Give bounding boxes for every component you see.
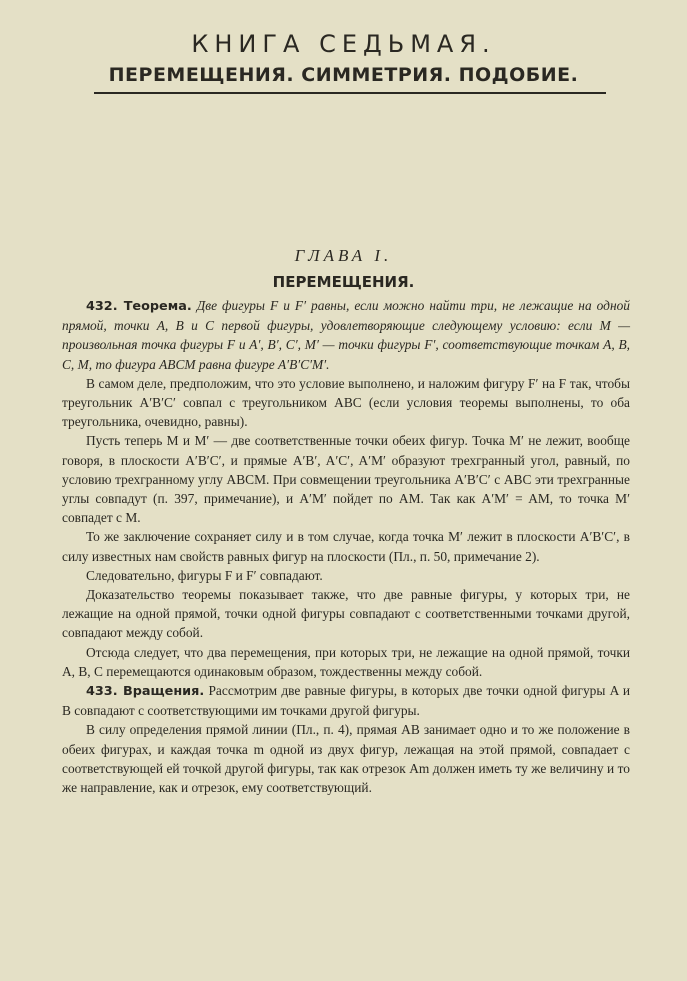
paragraph: В силу определения прямой линии (Пл., п. 4), прямая AB занимает одно и то же положение в обеих фигурах, и каждая точка m одной из двух фигур, лежащая на этой прямой, совпадает с соответствующей ей точкой другой фигуры, так как отрезок Am должен иметь ту же величину и то же направление, как и отрезок, ему соответствующий.: [62, 722, 630, 796]
paragraph-rotations-433: [62, 681, 630, 720]
chapter-label: ГЛАВА I.: [294, 246, 393, 265]
section-heading-433: 433. Вращения.: [86, 684, 205, 700]
book-title: КНИГА СЕДЬМАЯ.: [191, 30, 496, 58]
paragraph: В самом деле, предположим, что это условие выполнено, и наложим фигуру F′ на F так, чтобы треугольник A′B′C′ совпал с треугольником ABC (если условия теоремы выполнены, то оба треугольника, очевидно, равны).: [62, 375, 630, 430]
part-title: ПЕРЕМЕЩЕНИЯ. СИММЕТРИЯ. ПОДОБИЕ.: [108, 64, 579, 86]
paragraph: Следовательно, фигуры F и F′ совпадают.: [86, 567, 323, 583]
paragraph-theorem-432: [62, 296, 630, 374]
chapter-title: ПЕРЕМЕЩЕНИЯ.: [272, 273, 415, 291]
theorem-statement: Две фигуры F и F′ равны, если можно найти три, не лежащие на одной прямой, точки A, B и C первой фигуры, удовлетворяющие следующему условию: если M — произвольная точка фигуры F и A′, B′, C′, M′ — точки фигуры F′, соответствующие точкам A, B, C, M, то фигура ABCM равна фигуре A′B′C′M′.: [62, 298, 630, 372]
paragraph: Доказательство теоремы показывает также, что две равные фигуры, у которых три, не лежащие на одной прямой, точки одной фигуры совпадают с соответственными точками другой, совпадают между собой.: [62, 587, 630, 641]
body-text: [62, 296, 630, 797]
section-heading-432: 432. Теорема.: [86, 299, 192, 314]
paragraph: То же заключение сохраняет силу и в том случае, когда точка M′ лежит в плоскости A′B′C′, в силу известных нам свойств равных фигур на плоскости (Пл., п. 50, примечание 2).: [62, 529, 630, 564]
paragraph: Отсюда следует, что два перемещения, при которых три, не лежащие на одной прямой, точки A, B, C перемещаются одинаковым образом, тождественны между собой.: [62, 644, 630, 679]
paragraph: Пусть теперь M и M′ — две соответственные точки обеих фигур. Точка M′ не лежит, вообще говоря, в плоскости A′B′C′, и прямые A′B′, A′C′, A′M′ образуют трехгранный угол, равный, по условию трехгранному углу ABCM. При совмещении треугольника A′B′C′ с ABC эти трехгранные углы совпадут (п. 397, примечание), и A′M′ пойдет по AM. Так как A′M′ = AM, то точка M′ совпадет с M.: [62, 433, 630, 526]
paragraph-text: Рассмотрим две равные фигуры, в которых две точки одной фигуры A и B совпадают с соответствующими им точками другой фигуры.: [62, 683, 630, 719]
title-rule: [94, 92, 606, 94]
